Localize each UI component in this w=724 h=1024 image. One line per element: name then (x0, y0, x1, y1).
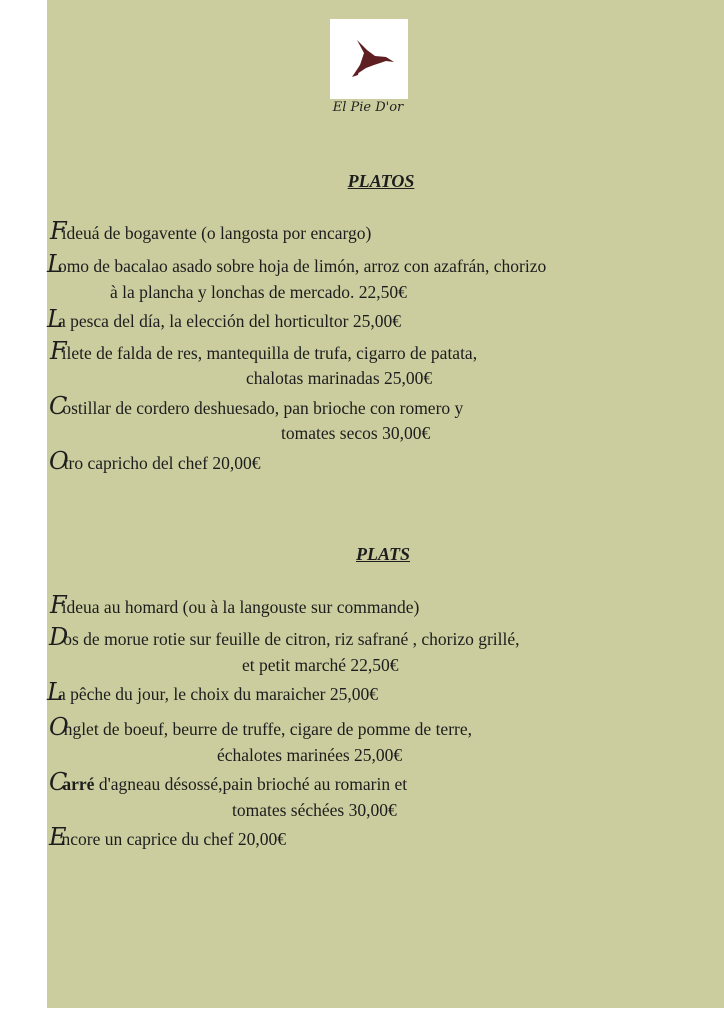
logo (330, 19, 408, 99)
drop-cap: L (47, 250, 62, 278)
drop-cap: O (49, 713, 68, 741)
drop-cap: L (47, 305, 62, 333)
menu-item: Onglet de boeuf, beurre de truffe, cigare de pomme de terre, (49, 713, 472, 741)
menu-page (47, 0, 724, 1008)
section-title-platos: PLATOS (347, 171, 415, 191)
menu-item-continuation: échalotes marinées 25,00€ (217, 745, 403, 765)
drop-cap: D (49, 623, 68, 651)
menu-item: Fideuá de bogavente (o langosta por encargo) (50, 217, 372, 245)
menu-item: Costillar de cordero deshuesado, pan brioche con romero y (49, 392, 464, 420)
drop-cap: E (49, 823, 66, 851)
drop-cap: L (47, 678, 62, 706)
drop-cap: F (50, 217, 66, 245)
section-title-plats: PLATS (355, 544, 410, 564)
menu-item: Encore un caprice du chef 20,00€ (49, 823, 287, 851)
menu-item: Filete de falda de res, mantequilla de trufa, cigarro de patata, (50, 337, 478, 365)
menu-item-continuation: tomates secos 30,00€ (281, 423, 431, 443)
hummingbird-icon (330, 19, 408, 99)
drop-cap: O (49, 447, 68, 475)
drop-cap: C (49, 392, 67, 420)
menu-item: Lomo de bacalao asado sobre hoja de limón, arroz con azafrán, chorizo (47, 250, 547, 278)
menu-item: La pêche du jour, le choix du maraicher 25,00€ (47, 678, 378, 706)
brand-name: El Pie D'or (332, 100, 404, 115)
drop-cap: C (49, 768, 67, 796)
menu-item: Dos de morue rotie sur feuille de citron, riz safrané , chorizo grillé, (49, 623, 520, 651)
menu-item-continuation: chalotas marinadas 25,00€ (246, 368, 433, 388)
drop-cap: F (50, 591, 66, 619)
menu-item: La pesca del día, la elección del horticultor 25,00€ (47, 305, 401, 333)
menu-item: Otro capricho del chef 20,00€ (49, 447, 261, 475)
menu-item-continuation: tomates séchées 30,00€ (232, 800, 397, 820)
menu-item-continuation: et petit marché 22,50€ (242, 655, 399, 675)
drop-cap: F (50, 337, 66, 365)
menu-item: Carré d'agneau désossé,pain brioché au romarin et (49, 768, 408, 796)
menu-item: Fideua au homard (ou à la langouste sur commande) (50, 591, 420, 619)
menu-item-continuation: à la plancha y lonchas de mercado. 22,50€ (110, 282, 407, 302)
